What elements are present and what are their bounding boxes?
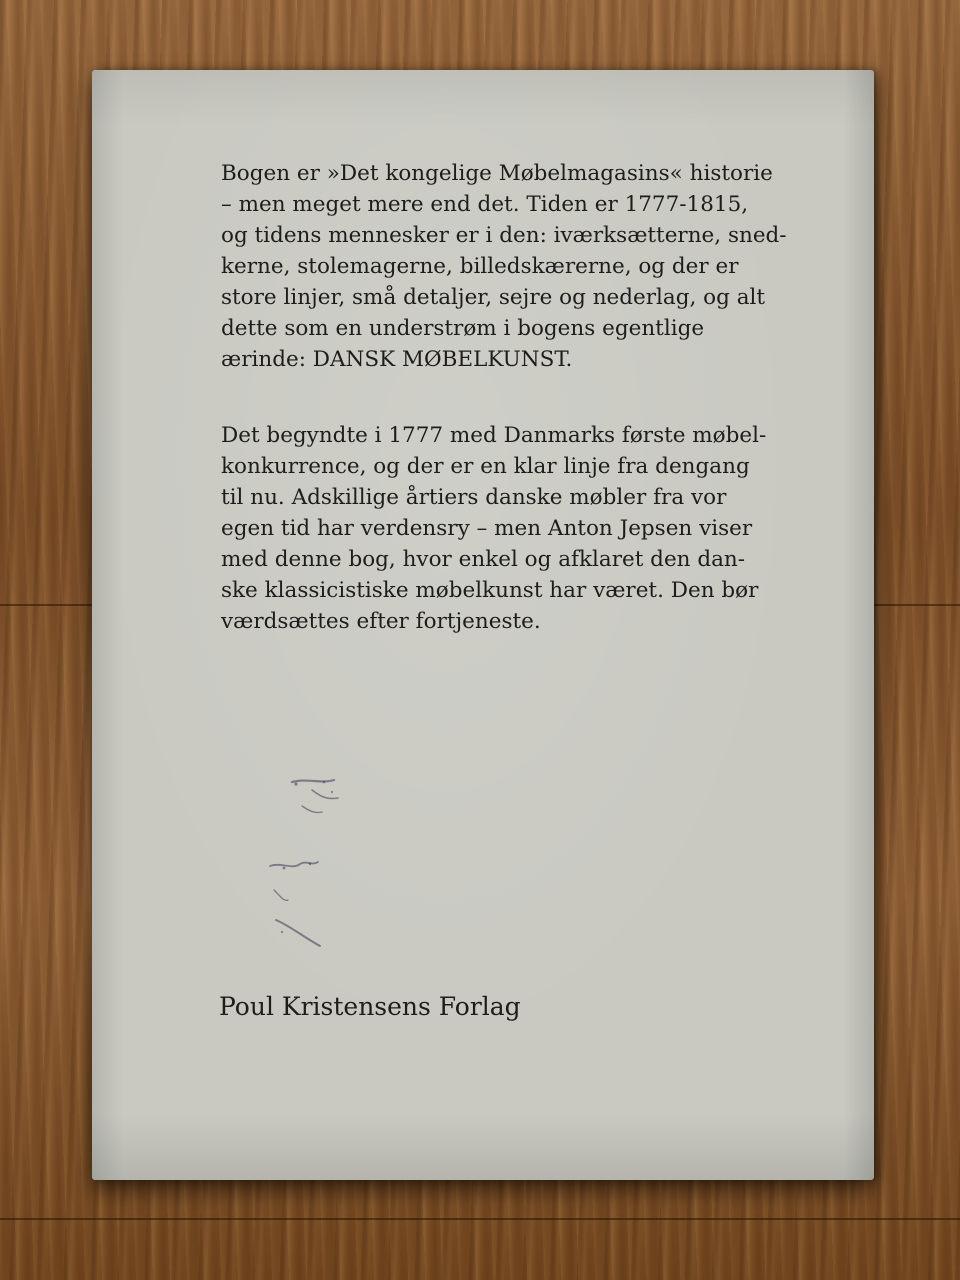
text-line: – men meget mere end det. Tiden er 1777-1815, xyxy=(221,192,749,217)
text-line: værdsættes efter fortjeneste. xyxy=(221,609,541,634)
publisher-name: Poul Kristensens Forlag xyxy=(219,992,521,1021)
text-line: dette som en understrøm i bogens egentlige xyxy=(221,316,705,341)
text-line: egen tid har verdensry – men Anton Jepsen viser xyxy=(221,516,753,541)
text-line: og tidens mennesker er i den: iværksætterne, sned- xyxy=(221,223,787,248)
text-line: store linjer, små detaljer, sejre og nederlag, og alt xyxy=(221,285,766,310)
text-line: konkurrence, og der er en klar linje fra dengang xyxy=(221,454,750,479)
text-line: Bogen er »Det kongelige Møbelmagasins« historie xyxy=(221,161,773,186)
text-line: kerne, stolemagerne, billedskærerne, og der er xyxy=(221,254,739,279)
text-line: Det begyndte i 1777 med Danmarks første møbel- xyxy=(221,423,767,448)
text-line: til nu. Adskillige årtiers danske møbler fra vor xyxy=(221,485,727,510)
table-plank-seam xyxy=(0,1218,960,1220)
text-line: med denne bog, hvor enkel og afklaret den dan- xyxy=(221,547,746,572)
text-line: ærinde: DANSK MØBELKUNST. xyxy=(221,347,573,372)
book-back-cover xyxy=(92,70,874,1180)
ink-smudge xyxy=(262,770,382,990)
text-line: ske klassicistiske møbelkunst har været. Den bør xyxy=(221,578,759,603)
description-paragraph-1 xyxy=(221,158,787,375)
description-paragraph-2 xyxy=(221,420,766,637)
